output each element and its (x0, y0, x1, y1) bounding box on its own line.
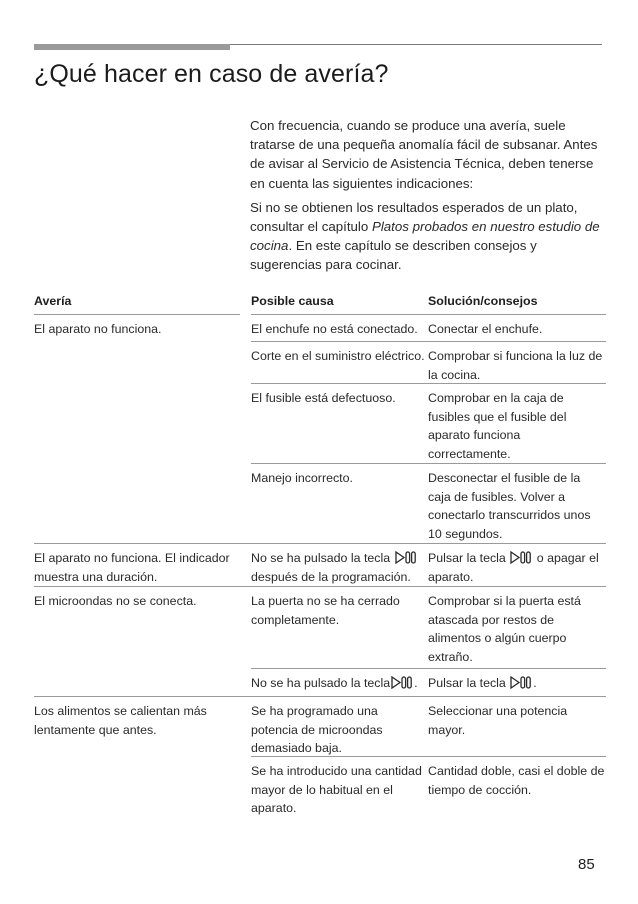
cause-cell: Se ha programado una potencia de microondas demasiado baja. (251, 704, 383, 756)
cause-cell: El fusible está defectuoso. (251, 391, 396, 405)
row-divider (34, 696, 606, 697)
solution-cell: Comprobar si la puerta está atascada por restos de alimentos o algún cuerpo extraño. (428, 594, 581, 664)
intro-p2-text: Si no se obtienen los resultados esperados de un plato, consultar el capítulo (250, 199, 578, 235)
cause-text: No se ha pulsado la tecla (251, 676, 391, 690)
solution-cell: Desconectar el fusible de la caja de fusibles. Volver a conectarlo transcurridos unos 10 segundos. (428, 471, 591, 541)
fault-cell: Los alimentos se calientan más lentamente que antes. (34, 704, 207, 737)
intro-paragraph-1: Con frecuencia, cuando se produce una avería, suele tratarse de una pequeña anomalía fácil de subsanar. Antes de avisar al Servicio de Asistencia Técnica, deben tenerse en cuenta las siguientes indicaciones: (250, 118, 598, 191)
solution-cell: Seleccionar una potencia mayor. (428, 704, 568, 737)
solution-cell: Conectar el enchufe. (428, 322, 543, 336)
solution-cell: Comprobar en la caja de fusibles que el fusible del aparato funciona correctamente. (428, 391, 567, 461)
start-pause-icon (391, 676, 413, 689)
solution-text: o apagar el aparato. (428, 551, 599, 584)
solution-text: . (533, 676, 537, 690)
cause-cell: Se ha introducido una cantidad mayor de lo habitual en el aparato. (251, 764, 422, 816)
row-divider (251, 341, 606, 342)
page-title: ¿Qué hacer en caso de avería? (34, 60, 389, 88)
start-pause-icon (510, 551, 532, 564)
page-number: 85 (578, 856, 595, 873)
fault-cell: El microondas no se conecta. (34, 594, 197, 608)
solution-cell (428, 549, 606, 586)
cause-cell: Manejo incorrecto. (251, 471, 353, 485)
header-solution: Solución/consejos (428, 294, 538, 308)
cause-cell: La puerta no se ha cerrado completamente. (251, 594, 400, 627)
solution-cell: Comprobar si funciona la luz de la cocina. (428, 349, 603, 382)
header-rule-thick (34, 44, 230, 50)
start-pause-icon (510, 676, 532, 689)
cause-text: después de la programación. (251, 569, 411, 584)
header-rule-thin (230, 44, 602, 45)
row-divider (251, 668, 606, 669)
solution-cell (428, 674, 606, 693)
fault-cell: El aparato no funciona. El indicador muestra una duración. (34, 551, 230, 584)
solution-cell: Cantidad doble, casi el doble de tiempo de cocción. (428, 764, 605, 797)
solution-text: Pulsar la tecla (428, 676, 506, 690)
intro-p2-text-end: . En este capítulo se describen consejos y sugerencias para cocinar. (250, 238, 537, 273)
chapter-reference: Platos probados en nuestro estudio de cocina (250, 219, 600, 254)
row-divider (251, 314, 606, 315)
cause-text: . (414, 676, 418, 690)
cause-text: No se ha pulsado la tecla (251, 551, 391, 565)
intro-text (250, 116, 606, 280)
row-divider (34, 314, 240, 315)
header-fault: Avería (34, 294, 72, 308)
cause-cell: El enchufe no está conectado. (251, 322, 418, 336)
cause-cell (251, 674, 427, 693)
solution-text: Pulsar la tecla (428, 551, 506, 565)
start-pause-icon (395, 551, 417, 564)
header-cause: Posible causa (251, 294, 334, 308)
fault-cell: El aparato no funciona. (34, 322, 162, 336)
cause-cell: Corte en el suministro eléctrico. (251, 349, 425, 363)
cause-cell (251, 549, 427, 586)
intro-paragraph-2 (250, 198, 606, 275)
